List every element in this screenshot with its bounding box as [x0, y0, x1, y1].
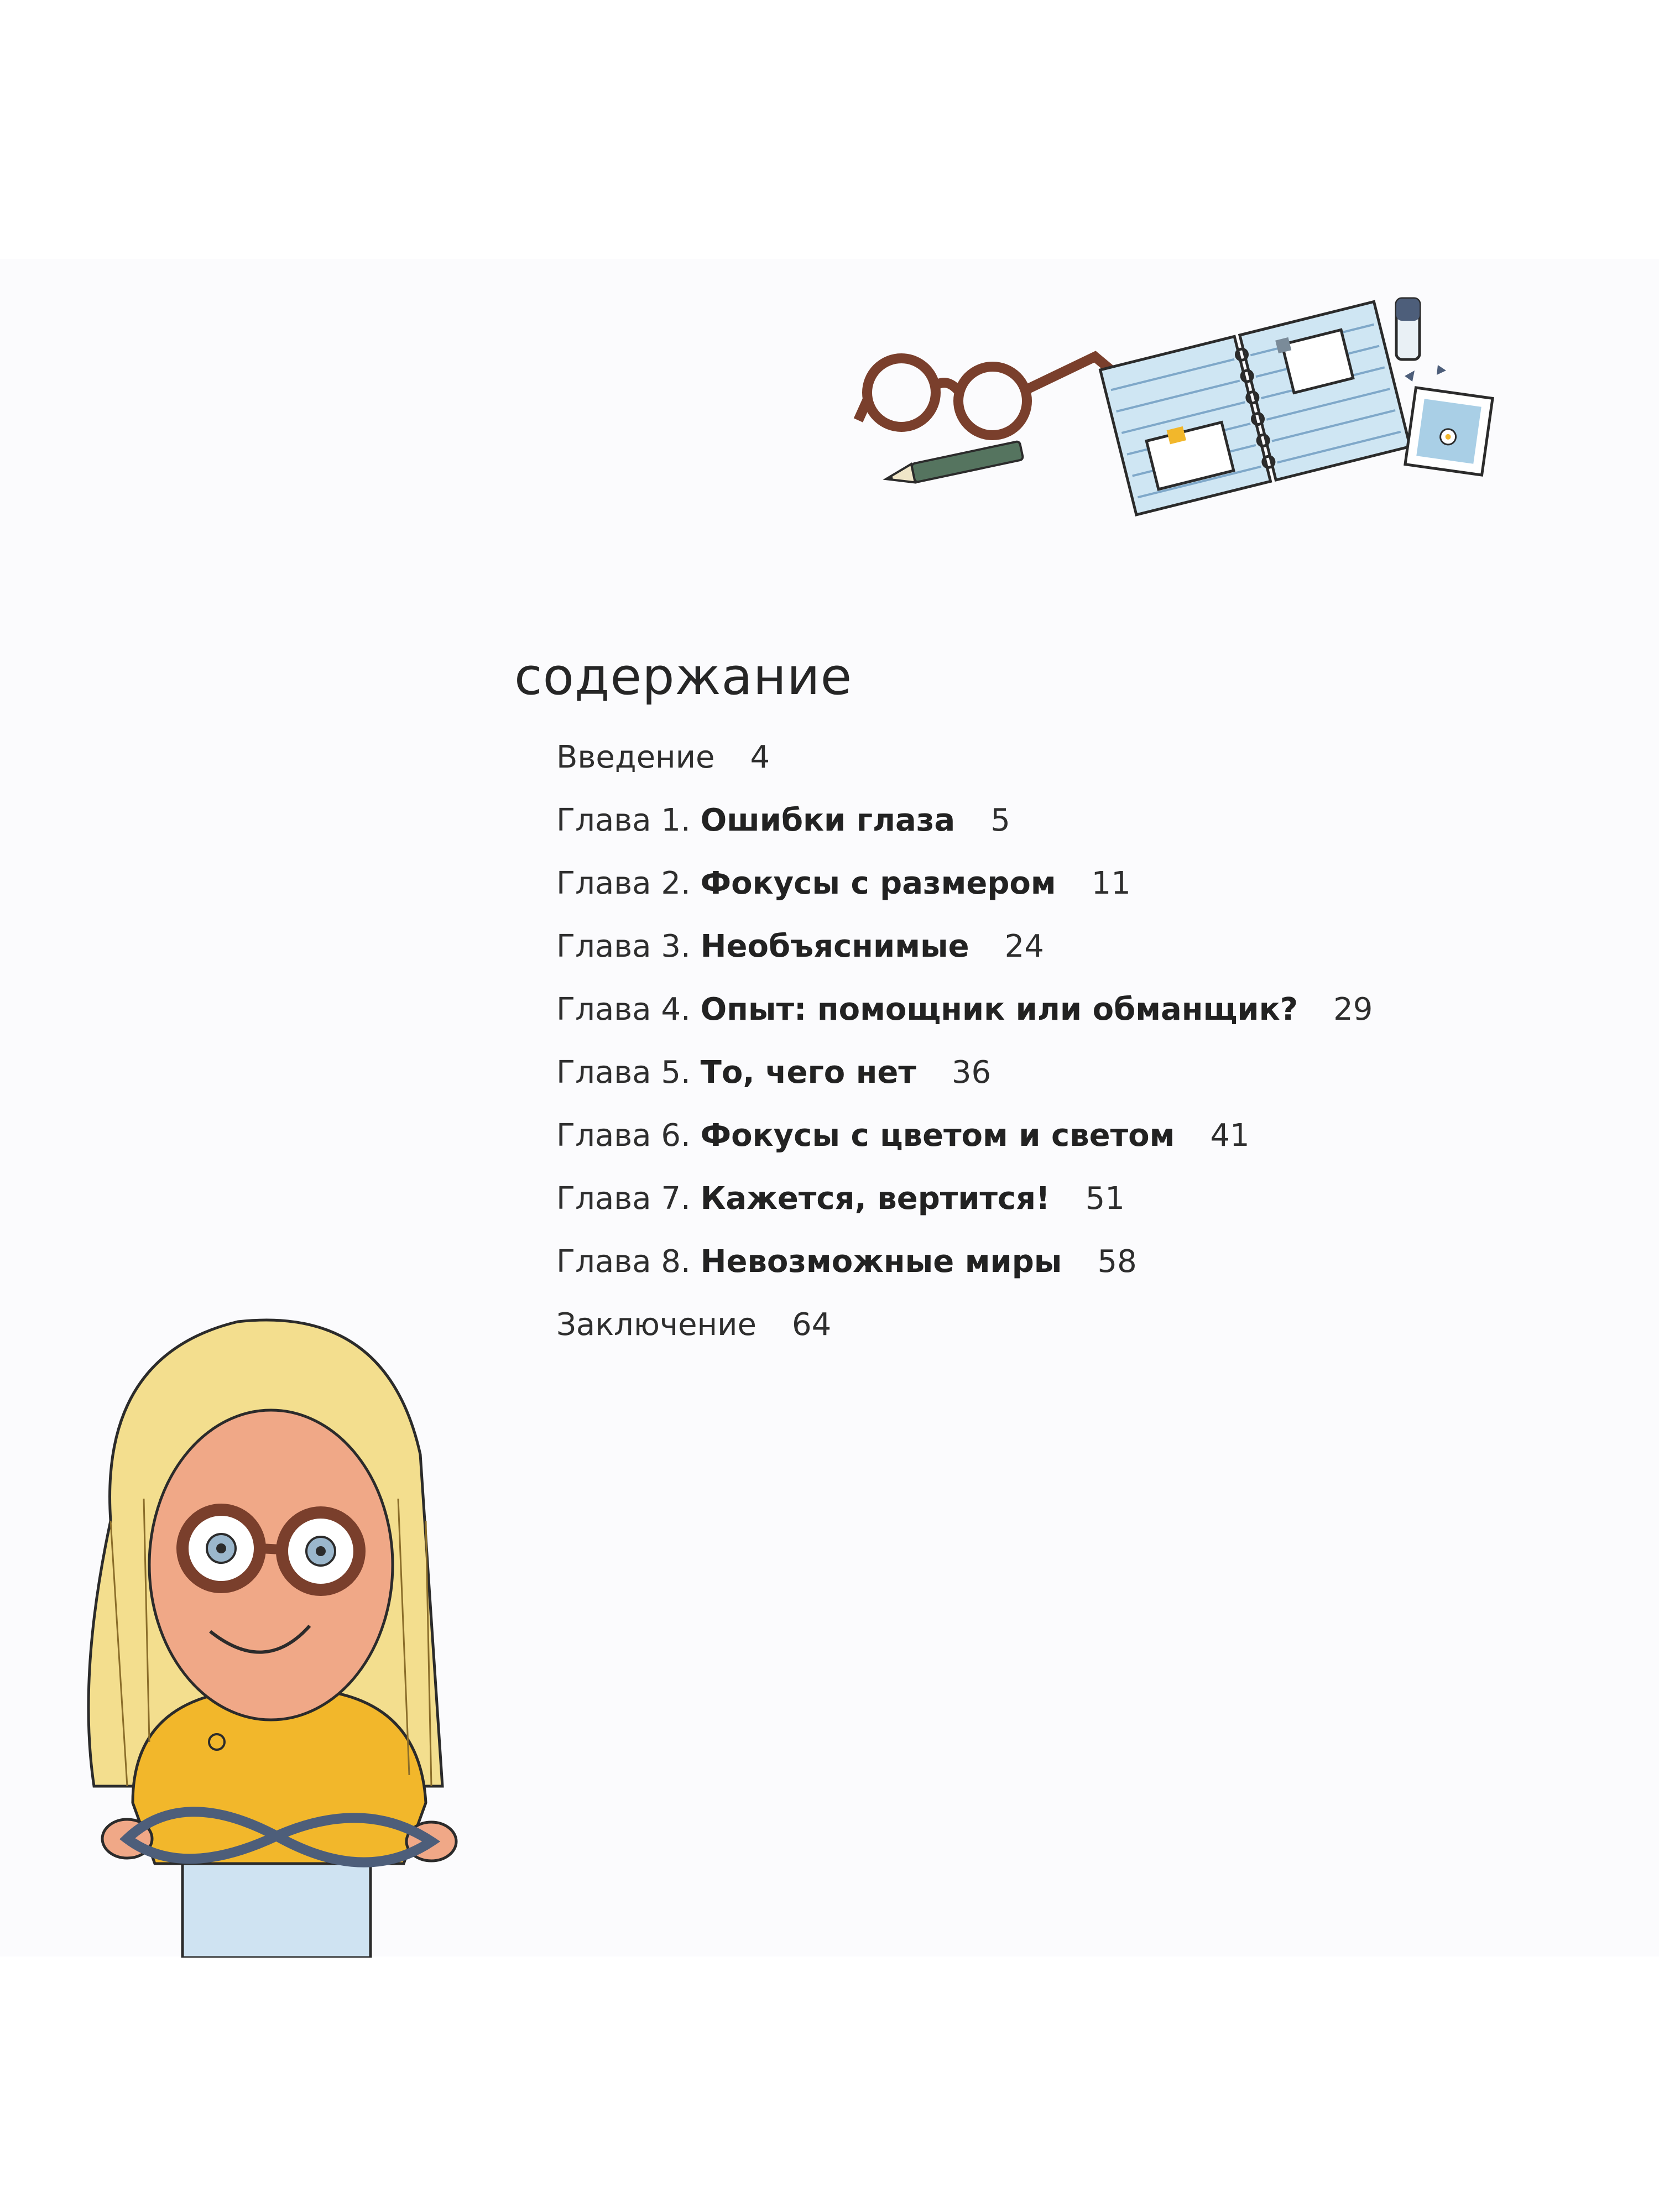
toc-entry: Глава 7. Кажется, вертится! 51: [556, 1181, 1125, 1217]
toc-entry: Глава 4. Опыт: помощник или обманщик? 29: [556, 992, 1373, 1027]
girl-with-glasses-illustration: [44, 1288, 487, 1958]
toc-entry: Глава 5. То, чего нет 36: [556, 1055, 992, 1091]
toc-entry: Глава 8. Невозможные миры 58: [556, 1244, 1137, 1280]
pencil-icon: [884, 441, 1024, 488]
glasses-icon: [858, 357, 1112, 435]
photo-icon: [1405, 388, 1493, 475]
glue-stick-icon: [1396, 299, 1446, 382]
toc-entry: Глава 3. Необъяснимые 24: [556, 928, 1044, 964]
toc-entry: Глава 2. Фокусы с размером 11: [556, 865, 1131, 901]
top-illustration: [852, 288, 1571, 542]
page-title: содержание: [514, 646, 853, 706]
toc-entry: Заключение 64: [556, 1307, 832, 1343]
table-of-contents: [556, 735, 1373, 1366]
toc-entry: Глава 1. Ошибки глаза 5: [556, 802, 1010, 838]
toc-entry: Введение 4: [556, 739, 770, 775]
notebook-icon: [1100, 302, 1410, 515]
toc-entry: Глава 6. Фокусы с цветом и светом 41: [556, 1118, 1250, 1154]
